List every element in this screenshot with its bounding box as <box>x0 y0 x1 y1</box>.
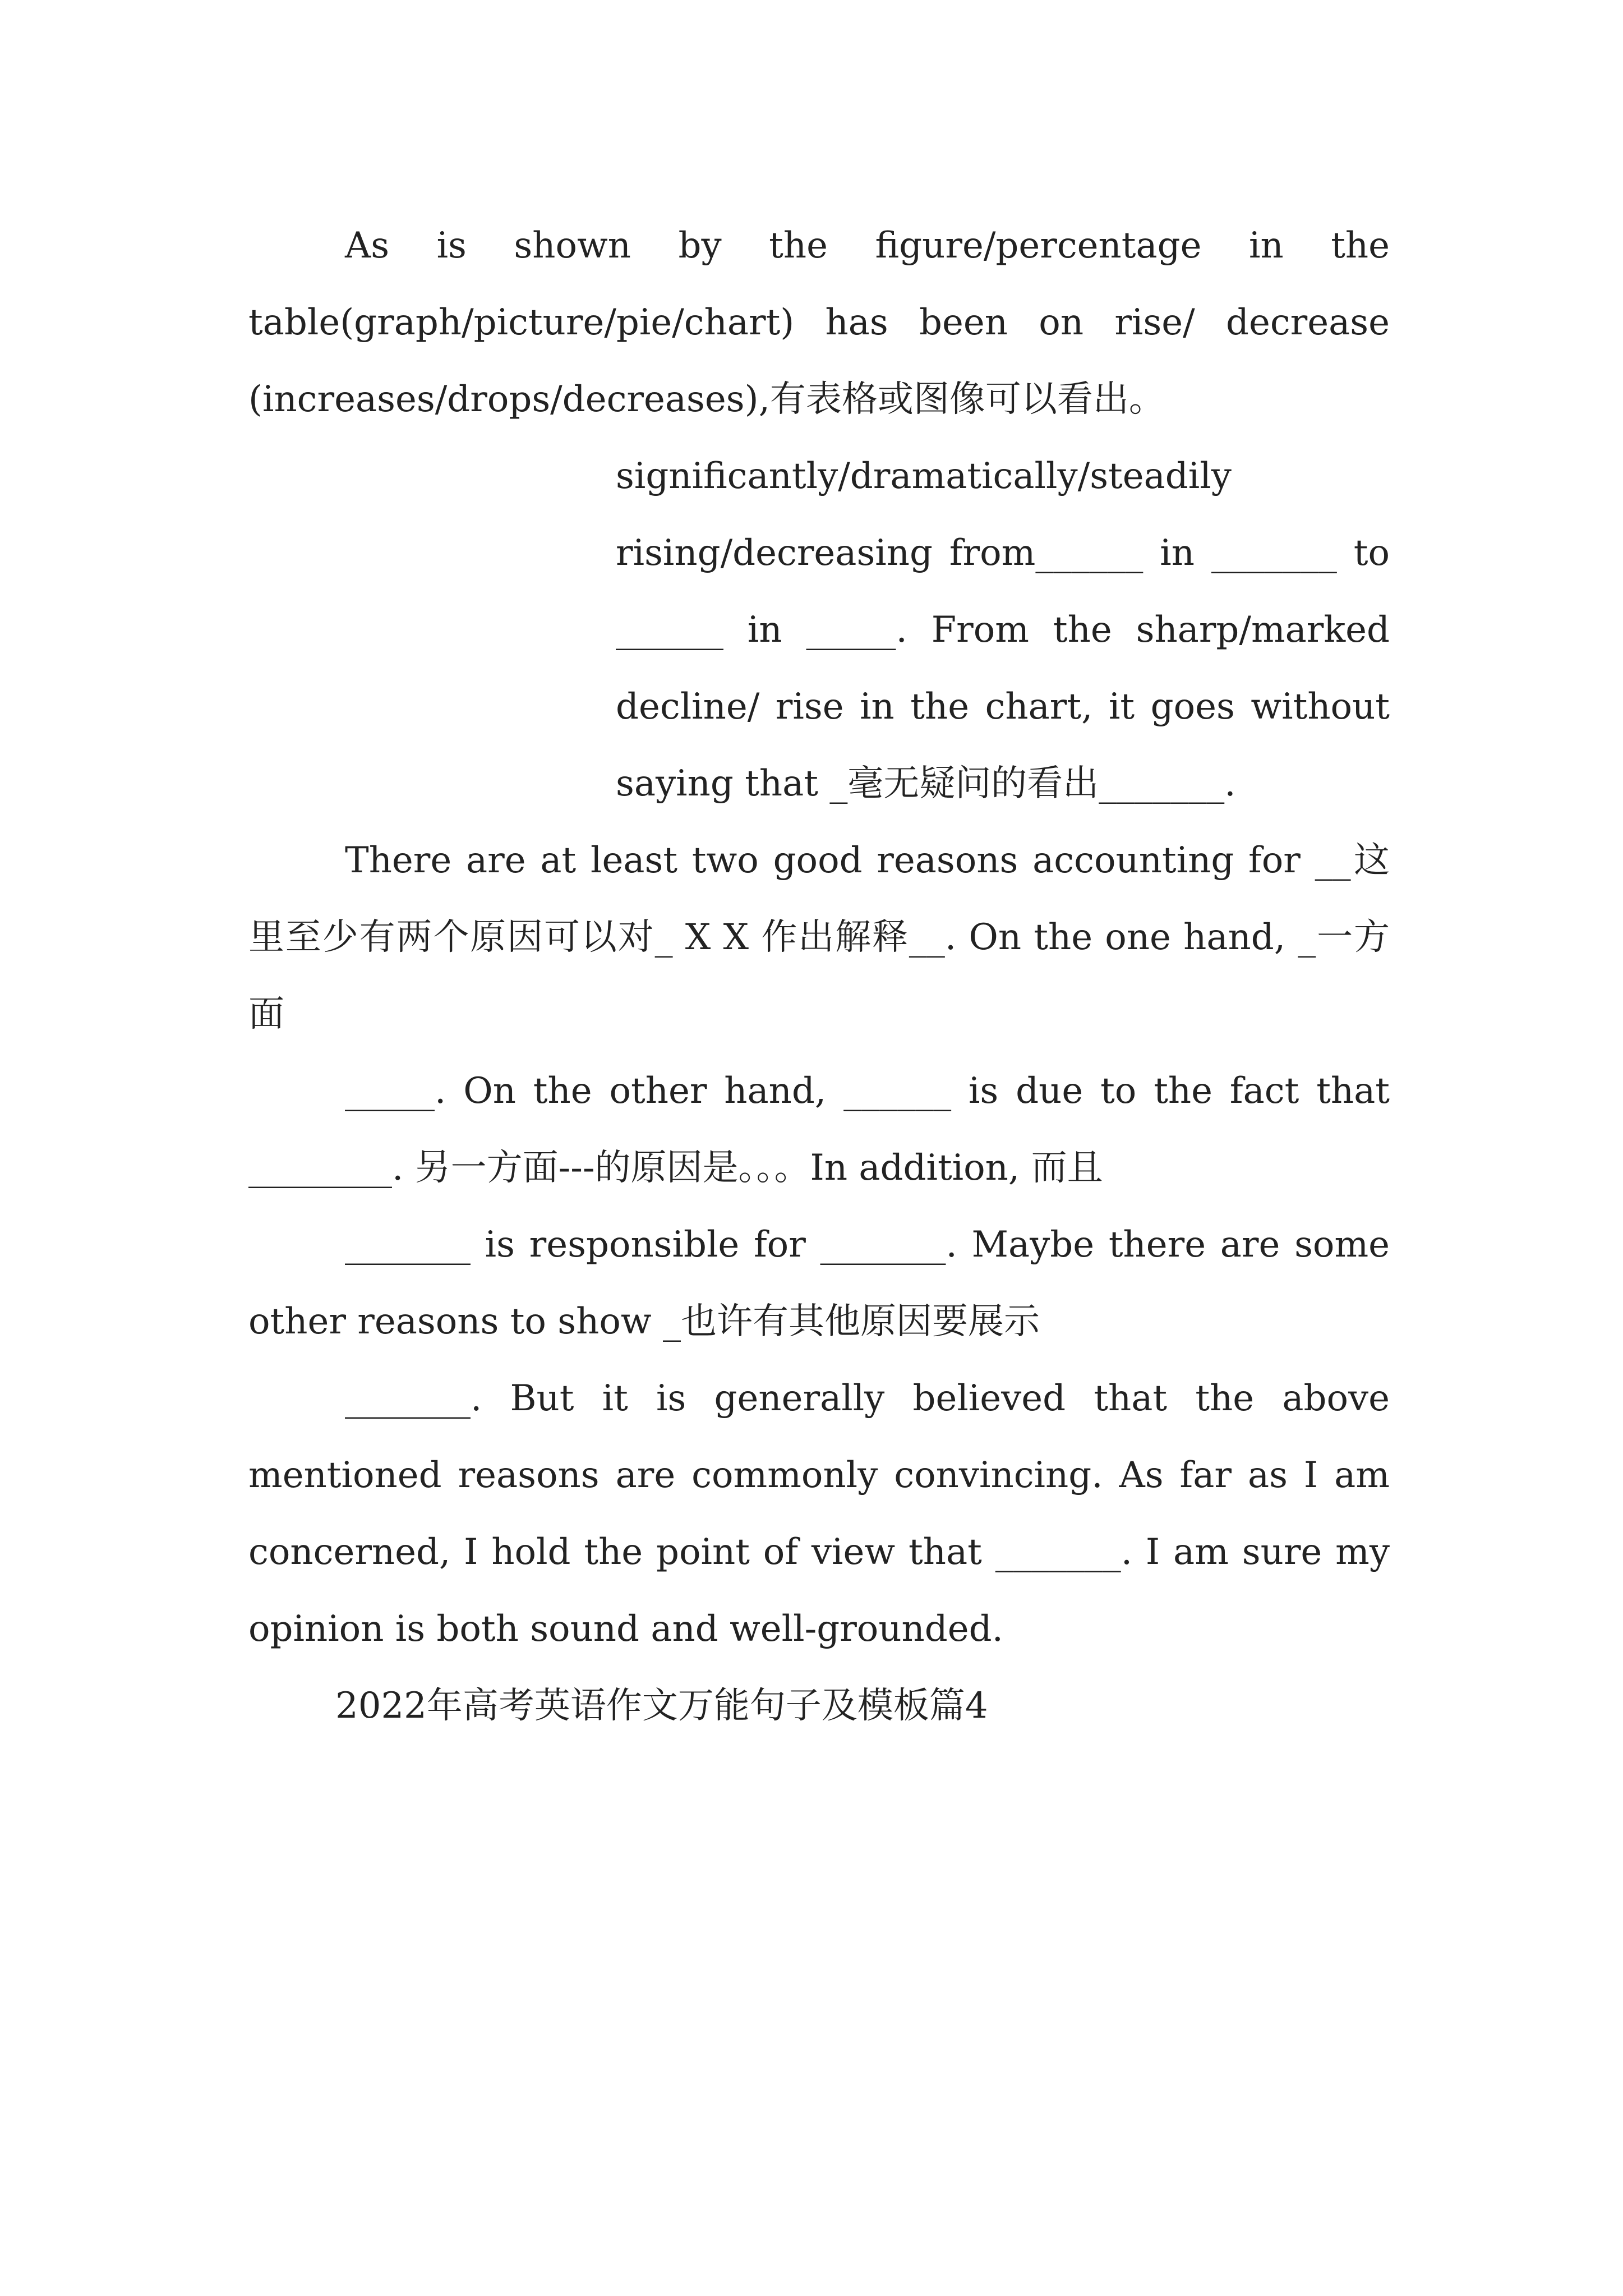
paragraph-figure-intro: As is shown by the figure/percentage in the table(graph/picture/pie/chart) has been on rise/ decrease (increases/drops/decreases),有表格或图像可以看出。 <box>248 225 1390 420</box>
document-body <box>248 208 1390 1745</box>
section-heading: 2022年高考英语作文万能句子及模板篇4 <box>335 1685 988 1727</box>
paragraph-trend-description: significantly/dramatically/steadily rising/decreasing from______ in _______ to ______ in _____. From the sharp/marked decline/ rise in the chart, it goes without saying that _毫无疑问的看出_______. <box>616 455 1390 804</box>
paragraph-conclusion: _______. But it is generally believed that the above mentioned reasons are commonly convincing. As far as I am concerned, I hold the point of view that _______. I am sure my opinion is both sound and well-grounded. <box>248 1378 1390 1650</box>
paragraph-reasons: There are at least two good reasons accounting for __这里至少有两个原因可以对_ X X 作出解释__. On the one hand, _一方面 <box>248 840 1390 1035</box>
paragraph-responsible: _______ is responsible for _______. Maybe there are some other reasons to show _也许有其他原因要展示 <box>248 1224 1390 1342</box>
paragraph-other-hand: _____. On the other hand, ______ is due to the fact that ________. 另一方面---的原因是。。。In addition, 而且 <box>248 1070 1390 1189</box>
